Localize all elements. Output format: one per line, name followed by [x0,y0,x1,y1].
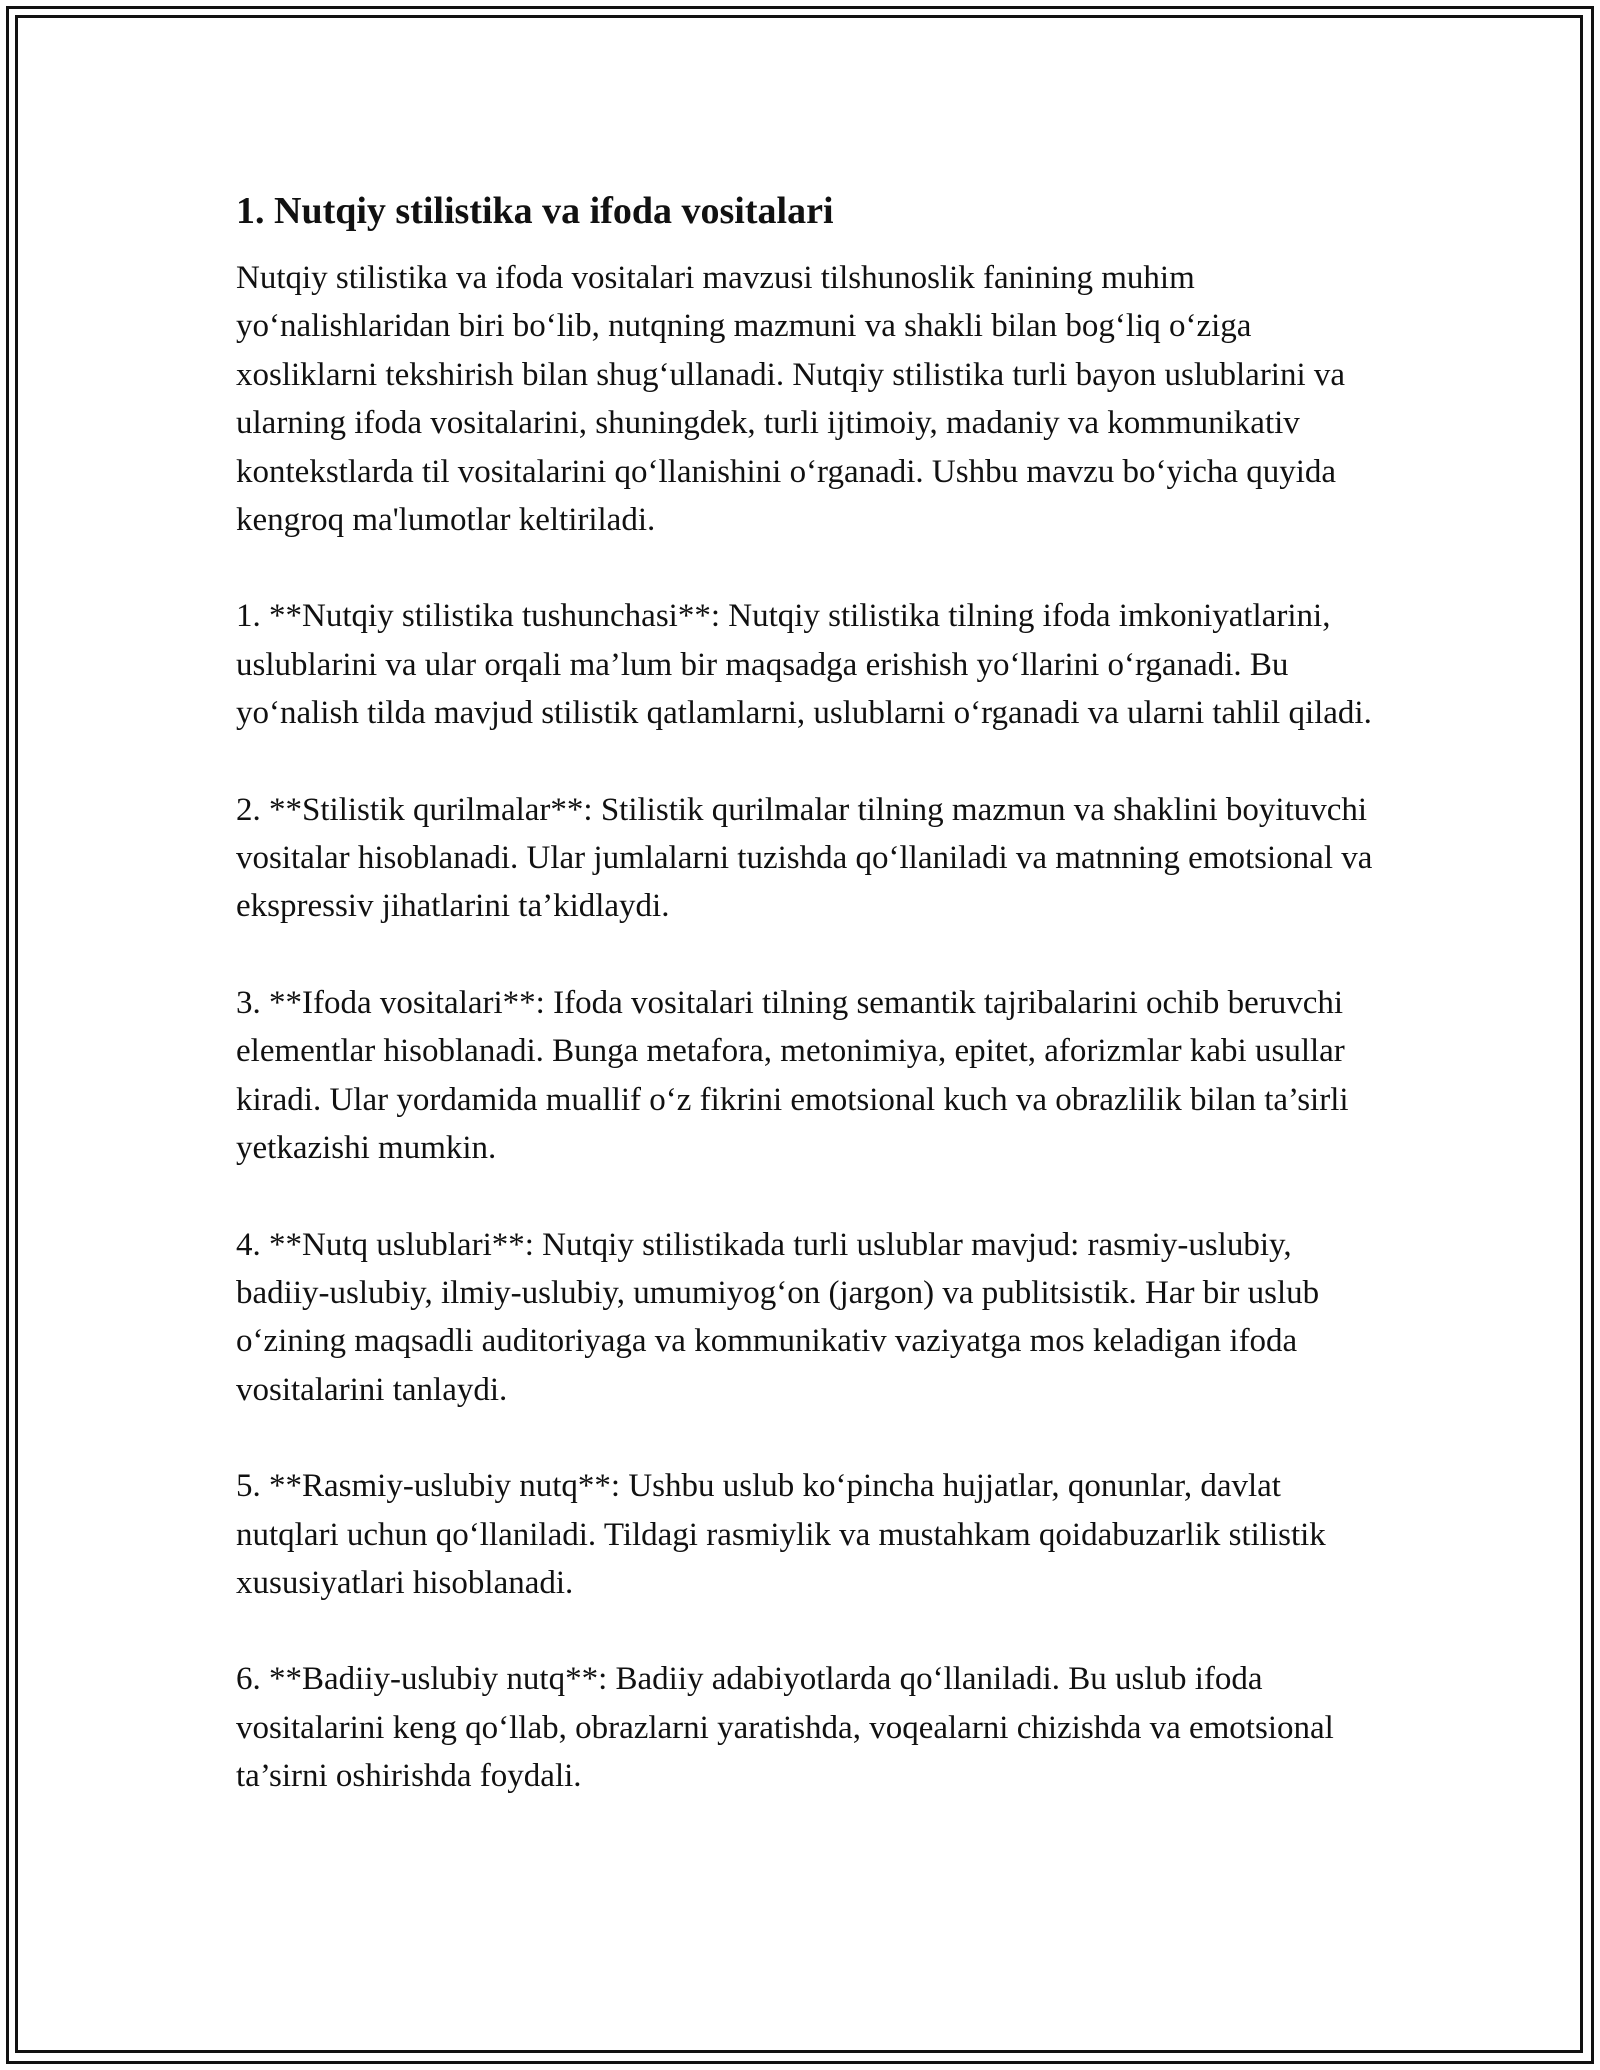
paragraph-item-3: 3. **Ifoda vositalari**: Ifoda vositalari tilning semantik tajribalarini ochib beruvchi elementlar hisoblanadi. Bunga metafora, metonimiya, epitet, aforizmlar kabi usullar kiradi. Ular yordamida muallif o‘z fikrini emotsional kuch va obrazlilik bilan ta’sirli yetkazishi mumkin. [236,984,1349,1167]
paragraph-item-4: 4. **Nutq uslublari**: Nutqiy stilistikada turli uslublar mavjud: rasmiy-uslubiy, badiiy-uslubiy, ilmiy-uslubiy, umumiyog‘on (jargon) va publitsistik. Har bir uslub o‘zining maqsadli auditoriyaga va kommunikativ vaziyatga mos keladigan ifoda vositalarini tanlaydi. [236,1226,1320,1408]
paragraph-item-2: 2. **Stilistik qurilmalar**: Stilistik qurilmalar tilning mazmun va shaklini boyituvchi vositalar hisoblanadi. Ular jumlalarni tuzishda qo‘llaniladi va matnning emotsional va ekspressiv jihatlarini ta’kidlaydi. [236,791,1373,925]
paragraph-item-5: 5. **Rasmiy-uslubiy nutq**: Ushbu uslub ko‘pincha hujjatlar, qonunlar, davlat nutqlari uchun qo‘llaniladi. Tildagi rasmiylik va mustahkam qoidabuzarlik stilistik xususiyatlari hisoblanadi. [236,1468,1326,1601]
paragraph-item-1: 1. **Nutqiy stilistika tushunchasi**: Nutqiy stilistika tilning ifoda imkoniyatlarini, uslublarini va ular orqali ma’lum bir maqsadga erishish yo‘llarini o‘rganadi. Bu yo‘nalish tilda mavjud stilistik qatlamlarni, uslublarni o‘rganadi va ularni tahlil qiladi. [236,598,1372,732]
document-body [236,186,1376,1849]
document-title: 1. Nutqiy stilistika va ifoda vositalari [236,190,834,232]
intro-paragraph: Nutqiy stilistika va ifoda vositalari mavzusi tilshunoslik fanining muhim yo‘nalishlaridan biri bo‘lib, nutqning mazmuni va shakli bilan bog‘liq o‘ziga xosliklarni tekshirish bilan shug‘ullanadi. Nutqiy stilistika turli bayon uslublarini va ularning ifoda vositalarini, shuningdek, turli ijtimoiy, madaniy va kommunikativ kontekstlarda til vositalarini qo‘llanishini o‘rganadi. Ushbu mavzu bo‘yicha quyida kengroq ma'lumotlar keltiriladi. [236,260,1346,539]
paragraph-item-6: 6. **Badiiy-uslubiy nutq**: Badiiy adabiyotlarda qo‘llaniladi. Bu uslub ifoda vositalarini keng qo‘llab, obrazlarni yaratishda, voqealarni chizishda va emotsional ta’sirni oshirishda foydali. [236,1661,1334,1795]
